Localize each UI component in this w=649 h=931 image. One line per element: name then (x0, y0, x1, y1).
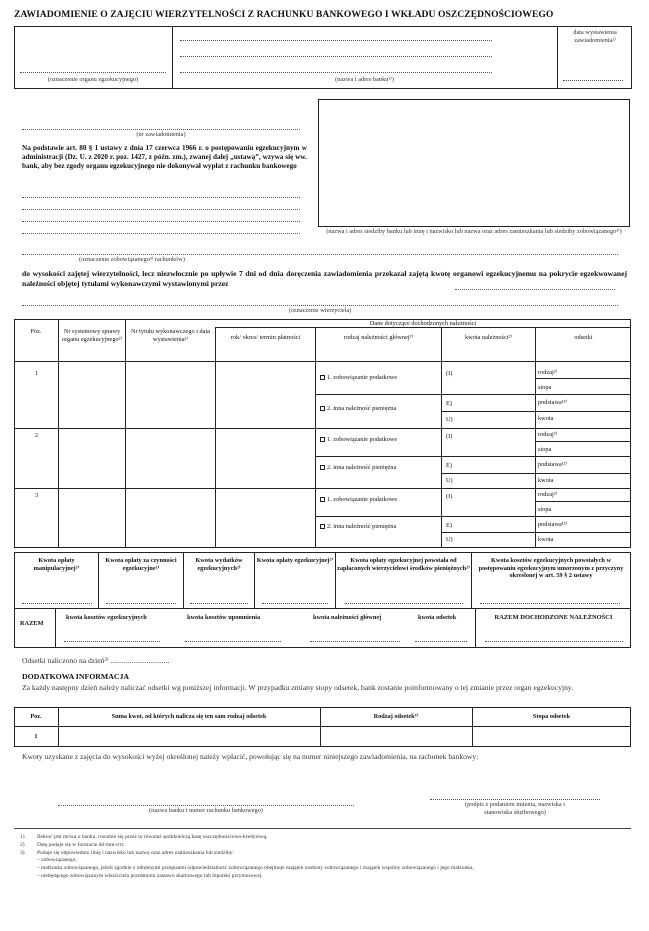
interest-rate: stopa (538, 446, 552, 453)
debtor-box-label: (nazwa i adres siedziby banku lub imię i nazwisko lub nazwa oraz adres zamieszkania lub siedziby zobowiązanego³⁾) (326, 228, 622, 235)
amount-e: E) (446, 462, 452, 469)
fee-enforcement-actions: Kwota opłaty za czynności egzekucyjne²⁾ (105, 557, 177, 572)
creditor-label: (oznaczenie wierzyciela) (288, 307, 352, 314)
footnote-text: – małżonka zobowiązanego, jeżeli zgodnie z odrębnymi przepisami odpowiedzialność zobowiązanego obejmuje majątek osobisty zobowiązanego i majątek wspólny zobowiązanego i jego małżonka, (37, 865, 474, 872)
amount-i: (I) (446, 370, 453, 377)
additional-title: DODATKOWA INFORMACJA (22, 672, 130, 681)
notice-number-field[interactable] (22, 129, 300, 130)
amount-e: E) (446, 522, 452, 529)
checkbox-icon (320, 375, 325, 380)
checkbox-icon (320, 465, 325, 470)
interest-amount: kwota (538, 415, 554, 422)
interest-basis: podstawa¹²⁾ (538, 399, 568, 406)
col-rok: rok/ okres/ termin płatności (230, 334, 301, 341)
interest-basis: podstawa¹²⁾ (538, 521, 568, 528)
info-col-type: Rodzaj odsetek⁵⁾ (373, 713, 419, 720)
col-odsetki: odsetki (574, 334, 593, 341)
creditor-field[interactable] (22, 305, 618, 306)
accounts-label: (oznaczenie zobowiązanego³⁾ rachunków) (79, 256, 185, 263)
organ-label: (oznaczenie organu egzekucyjnego) (47, 76, 139, 83)
option-tax-obligation[interactable]: 1. zobowiązanie podatkowe (320, 496, 397, 504)
interest-amount: kwota (538, 536, 554, 543)
issue-date-field[interactable] (563, 80, 623, 81)
totals-principal: kwota należności głównej (313, 614, 382, 621)
col-rodzaj: rodzaj należności głównej²⁾ (343, 334, 414, 341)
checkbox-icon (320, 406, 325, 411)
totals-razem-dochodzone: RAZEM DOCHODZONE NALEŻNOŚCI (494, 614, 613, 621)
amount-e: E) (446, 400, 452, 407)
amount-u: U) (446, 477, 453, 484)
option-tax-obligation[interactable]: 1. zobowiązanie podatkowe (320, 436, 397, 444)
row-poz: 1 (35, 370, 39, 377)
fee-from-paid-funds: Kwota opłaty egzekucyjnej powstała od zapłaconych wierzycielowi środków pieniężnych²⁾ (337, 557, 470, 572)
col-kwota: kwota należności²⁾ (465, 334, 512, 341)
col-poz: Poz. (30, 328, 42, 335)
signature-field[interactable] (430, 799, 600, 800)
option-other-claim[interactable]: 2. inna należność pieniężna (320, 405, 396, 413)
amount-i: (I) (446, 433, 453, 440)
fee-manipulation: Kwota opłaty manipulacyjnej²⁾ (33, 557, 80, 572)
checkbox-icon (320, 437, 325, 442)
interest-type: rodzaj²⁾ (538, 369, 558, 376)
debtor-box[interactable] (318, 99, 630, 227)
col-nr-tytulu: Nr tytułu wykonawczego i data wystawienia²⁾ (130, 328, 211, 343)
info-col-sum: Suma kwot, od których nalicza się ten sam rodzaj odsetek (111, 713, 267, 720)
totals-razem: RAZEM (20, 620, 44, 627)
info-col-poz: Poz. (30, 713, 42, 720)
legal-text: Na podstawie art. 80 § 1 ustawy z dnia 17 czerwca 1966 r. o postępowaniu egzekucyjnym w administracji (Dz. U. z 2020 r. poz. 1427, z późn. zm.), zwanej dalej „ustawą”, wzywa się ww. bank, aby bez zgody organu egzekucyjnego nie dokonywał wypłat z rachunku bankowego (22, 144, 307, 170)
totals-reminder: kwota kosztów upomnienia (187, 614, 261, 621)
interest-type: rodzaj²⁾ (538, 491, 558, 498)
footnote-text: – niebędącego zobowiązanym właściciela przedmiotu zastawu skarbowego lub hipoteki przymusowej. (37, 873, 263, 880)
accounts-field[interactable] (22, 254, 618, 255)
fee-enforcement: Kwota opłaty egzekucyjnej²⁾ (256, 557, 334, 564)
row-poz: 3 (35, 492, 39, 499)
interest-date: Odsetki naliczono na dzień²⁾ ............................... (22, 656, 170, 665)
fee-expenses: Kwota wydatków egzekucyjnych²⁾ (195, 557, 243, 572)
notice-number-label: (nr zawiadomienia) (136, 131, 186, 138)
bank-account-label: (nazwa banku i numer rachunku bankowego) (149, 807, 263, 814)
option-tax-obligation[interactable]: 1. zobowiązanie podatkowe (320, 374, 397, 382)
amount-u: U) (446, 536, 453, 543)
col-group-dane: Dane dotyczące dochodzonych należności (369, 320, 477, 327)
footnote-text: Datę podaje się w formacie dd-mm-rrrr. (37, 841, 125, 848)
amount-u: U) (446, 416, 453, 423)
page-title: ZAWIADOMIENIE O ZAJĘCIU WIERZYTELNOŚCI Z RACHUNKU BANKOWEGO I WKŁADU OSZCZĘDNOŚCIOWEGO (14, 9, 554, 20)
interest-type: rodzaj²⁾ (538, 431, 558, 438)
issue-date-label: data wystawienia zawiadomienia²⁾ (573, 29, 617, 44)
checkbox-icon (320, 497, 325, 502)
totals-costs: kwota kosztów egzekucyjnych (66, 614, 147, 621)
instruction-text: do wysokości zajętej wierzytelności, lecz niezwłocznie po upływie 7 dni od dnia doręczenia zawiadomienia przekazał zajętą kwotę organowi egzekucyjnemu na pokrycie egzekwowanej należności objętej tytułami wykonawczymi wystawionymi przez (22, 269, 627, 289)
amount-i: (I) (446, 493, 453, 500)
interest-basis: podstawa¹²⁾ (538, 461, 568, 468)
totals-interest: kwota odsetek (418, 614, 457, 621)
footnotes: 1) Ilekroć jest mowa o banku, rozumie się przez to również spółdzielczą kasę oszczędnościowo-kredytową. 2) Datę podaje się w formacie dd-mm-rrrr. 3) Podaje się odpowiednio imię i nazwisko lub nazwę oraz adres zamieszkania lub siedziby: – zobowiązanego, – małżonka zobowiązanego, jeżeli zgodnie z odrębnymi przepisami odpowiedzialność zobowiązanego obejmuje majątek osobisty zobowiązanego i majątek wspólny zobowiązanego i jego małżonka, – niebędącego zobowiązanym właściciela przedmiotu zastawu skarbowego lub hipoteki przymusowej. (20, 834, 474, 880)
signature-label: (podpis z podaniem imienia, nazwiska i stanowiska służbowego) (464, 801, 566, 816)
interest-amount: kwota (538, 477, 554, 484)
bank-label: (nazwa i adres banku¹⁾) (335, 76, 394, 83)
additional-text: Za każdy następny dzień należy naliczać odsetki wg poniższej informacji. W przypadku zmiany stopy odsetek, bank zostanie poinformowany o tej zmianie przez organ egzekucyjny. (22, 683, 574, 692)
fee-discontinued: Kwota kosztów egzekucyjnych powstałych w postępowaniu egzekucyjnym umorzonym z przyczyny określonej w art. 59 § 2 ustawy (478, 557, 624, 580)
bank-account-field[interactable] (58, 805, 354, 806)
interest-rate: stopa (538, 384, 552, 391)
footnote-text: Podaje się odpowiednio imię i nazwisko lub nazwę oraz adres zamieszkania lub siedziby: (37, 849, 235, 856)
option-other-claim[interactable]: 2. inna należność pieniężna (320, 523, 396, 531)
info-col-rate: Stopa odsetek (532, 713, 571, 720)
interest-rate: stopa (538, 506, 552, 513)
option-other-claim[interactable]: 2. inna należność pieniężna (320, 464, 396, 472)
row-poz: 2 (35, 432, 39, 439)
footnote-text: Ilekroć jest mowa o banku, rozumie się przez to również spółdzielczą kasę oszczędnościowo-kredytową. (37, 834, 268, 840)
footnote-text: – zobowiązanego, (37, 857, 77, 864)
info-row-poz: 1 (34, 733, 38, 740)
payment-text: Kwoty uzyskane z zajęcia do wysokości wyżej określonej należy wpłacić, powołując się na numer niniejszego zawiadomienia, na rachunek bankowy: (22, 752, 479, 761)
checkbox-icon (320, 524, 325, 529)
col-nr-sprawy: Nr systemowy sprawy organu egzekucyjnego²⁾ (61, 328, 123, 343)
